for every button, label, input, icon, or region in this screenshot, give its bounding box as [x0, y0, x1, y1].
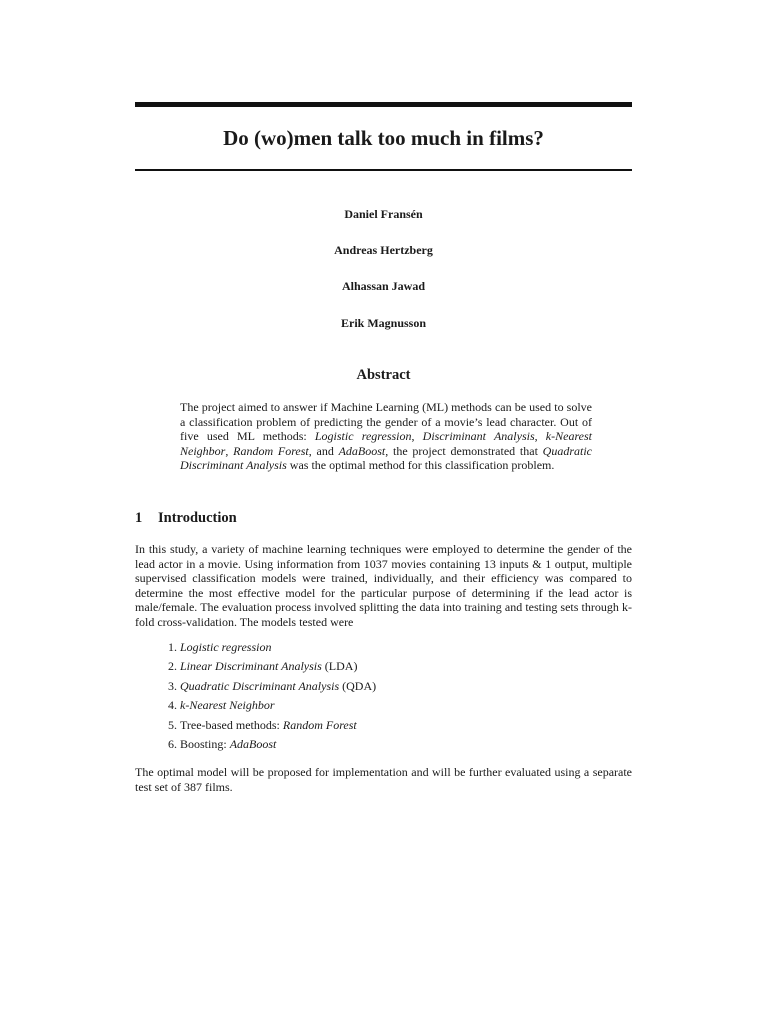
list-item-prefix: Boosting: [180, 736, 230, 751]
abstract-text-segment: , [225, 443, 234, 458]
list-item-text [180, 679, 376, 694]
list-item-text [180, 737, 276, 752]
abstract-method-name: Quadratic Discriminant Analysis [180, 443, 593, 473]
abstract-method-name: AdaBoost [338, 443, 386, 458]
list-item-text [180, 640, 271, 655]
list-item-text [180, 718, 357, 733]
abstract-text-segment: The project aimed to answer if Machine Learning (ML) methods can be used to solve a classification problem of predicting the gender of a movie’s lead character. Out of five used ML methods: [180, 400, 592, 444]
closing-paragraph: The optimal model will be proposed for implementation and will be further evaluated using a separate test set of 387 films. [135, 765, 632, 794]
list-number: 2. [168, 659, 177, 674]
section-title: Introduction [158, 510, 237, 526]
abstract-text-segment: , and [308, 443, 339, 458]
abstract-text-segment: was the optimal method for this classification problem. [286, 458, 555, 473]
abstract-method-name: Random Forest [233, 443, 309, 458]
model-list-item [135, 640, 632, 659]
list-item-text [180, 698, 275, 713]
title-bottom-rule [135, 169, 632, 171]
model-name: Logistic regression [180, 640, 272, 654]
introduction-paragraph: In this study, a variety of machine learning techniques were employed to determine the gender of the lead actor in a movie. Using information from 1037 movies containing 13 inputs & 1 output, multiple supervised classification models were trained, individually, and their efficiency was compared to determine the most effective model for the particular purpose of determining if the lead actor is male/female. The evaluation process involved splitting the data into training and testing sets through k-fold cross-validation. The models tested were [135, 542, 632, 629]
abstract-text-segment: , [411, 429, 423, 444]
list-item-prefix: Tree-based methods: [180, 717, 283, 732]
model-name: AdaBoost [229, 736, 277, 751]
paper-title: Do (wo)men talk too much in films? [223, 126, 544, 150]
model-name: Linear Discriminant Analysis [180, 659, 322, 674]
list-item-text [180, 659, 357, 674]
list-number: 3. [168, 678, 177, 693]
section-heading-introduction [135, 509, 632, 527]
title-top-rule [135, 102, 632, 107]
section-number: 1 [135, 510, 143, 526]
model-list-item [135, 737, 632, 756]
abstract-text-segment: , [534, 429, 546, 444]
list-number: 4. [168, 698, 177, 713]
list-number: 1. [168, 640, 177, 654]
author-name: Erik Magnusson [340, 316, 427, 330]
author-name: Alhassan Jawad [341, 279, 426, 293]
model-list-item [135, 659, 632, 678]
model-name: Random Forest [282, 717, 357, 732]
model-list-item [135, 718, 632, 737]
list-item-suffix: (QDA) [339, 678, 377, 693]
abstract-method-name: Discriminant Analysis [422, 429, 535, 444]
list-number: 6. [168, 736, 177, 751]
model-list-item [135, 698, 632, 717]
abstract-method-name: k-Nearest Neighbor [180, 429, 593, 458]
model-name: Quadratic Discriminant Analysis [180, 678, 340, 693]
abstract-heading: Abstract [356, 367, 411, 383]
list-item-suffix: (LDA) [321, 659, 358, 674]
author-name: Daniel Fransén [344, 207, 423, 221]
model-name: k-Nearest Neighbor [180, 698, 275, 713]
abstract-text [180, 400, 592, 473]
model-list-item [135, 679, 632, 698]
model-list [135, 640, 632, 756]
abstract-method-name: Logistic regression [314, 429, 412, 444]
author-name: Andreas Hertzberg [334, 243, 433, 257]
abstract-text-segment: , the project demonstrated that [385, 443, 543, 458]
list-number: 5. [168, 717, 177, 732]
